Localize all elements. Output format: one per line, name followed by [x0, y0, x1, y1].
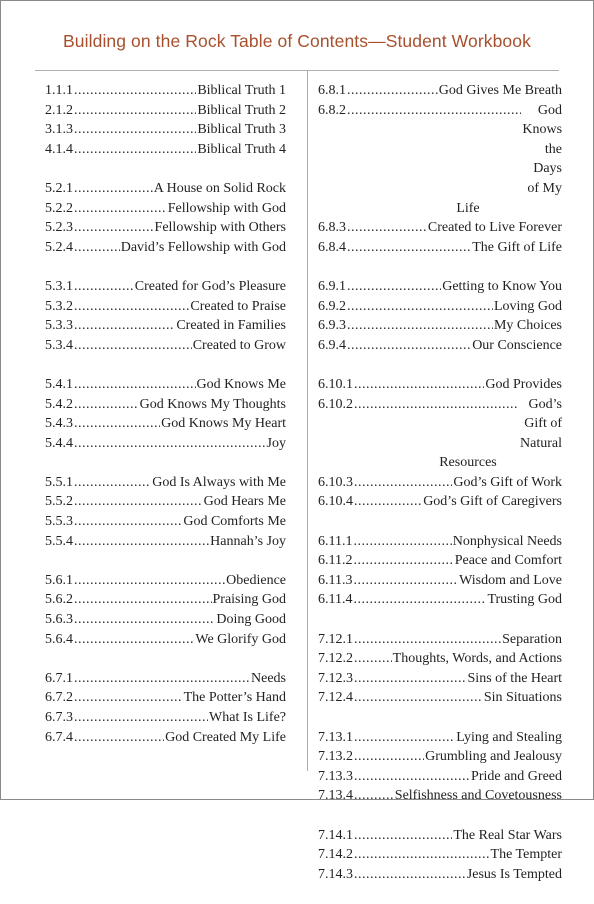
entry-title: Hannah’s Joy [210, 533, 286, 549]
dot-leader [354, 492, 422, 512]
entry-number: 7.13.2 [318, 749, 353, 765]
entry-title: God Knows My Heart [161, 416, 286, 432]
entry-title: Peace and Comfort [454, 553, 562, 569]
entry-title: Lying and Stealing [456, 729, 562, 745]
toc-entry [45, 179, 286, 199]
toc-section [45, 571, 286, 649]
entry-title: David’s Fellowship with God [120, 239, 286, 255]
entry-title: Thoughts, Words, and Actions [392, 651, 562, 667]
dot-leader [74, 571, 225, 591]
dot-leader [354, 826, 452, 846]
dot-leader [354, 767, 470, 787]
entry-title: Joy [266, 435, 286, 451]
toc-entry [45, 238, 286, 258]
toc-entry [45, 395, 286, 415]
toc-entry [45, 571, 286, 591]
toc-entry [318, 277, 562, 297]
dot-leader [353, 551, 453, 571]
toc-entry [318, 747, 562, 767]
toc-entry [318, 395, 562, 454]
dot-leader [74, 101, 196, 121]
entry-number: 7.13.3 [318, 768, 353, 784]
entry-number: 6.8.1 [318, 83, 346, 98]
entry-title: God Created My Life [165, 729, 286, 745]
toc-entry [318, 728, 562, 748]
dot-leader [74, 708, 208, 728]
dot-leader [74, 218, 154, 238]
entry-number: 7.13.4 [318, 788, 353, 804]
toc-entry [318, 316, 562, 336]
toc-entry [318, 649, 562, 669]
entry-title: God Gives Me Breath [438, 83, 562, 98]
entry-title: God Comforts Me [183, 514, 286, 530]
entry-title: God’s Gift of Natural [520, 396, 562, 451]
entry-number: 6.8.2 [318, 102, 346, 118]
entry-title: The Tempter [490, 847, 562, 863]
entry-number: 6.10.2 [318, 396, 353, 412]
dot-leader [353, 590, 486, 610]
dot-leader [74, 688, 183, 708]
entry-number: 5.6.1 [45, 572, 73, 588]
toc-section [318, 277, 562, 355]
toc-entry [45, 140, 286, 160]
toc-entry [318, 865, 562, 885]
entry-number: 6.11.2 [318, 553, 353, 569]
toc-section [318, 826, 562, 885]
toc-section [45, 669, 286, 747]
toc-entry [45, 375, 286, 395]
entry-number: 6.10.4 [318, 494, 353, 510]
toc-entry [45, 610, 286, 630]
entry-number: 6.8.4 [318, 239, 346, 255]
entry-number: 5.2.2 [45, 200, 73, 216]
entry-number: 6.11.1 [318, 533, 353, 549]
entry-title: Loving God [493, 298, 562, 314]
toc-column-left [45, 81, 286, 767]
entry-title: Sins of the Heart [467, 670, 562, 686]
entry-title: Grumbling and Jealousy [425, 749, 562, 765]
dot-leader [347, 297, 493, 317]
toc-section [45, 473, 286, 551]
entry-number: 5.5.2 [45, 494, 73, 510]
toc-section [318, 81, 562, 257]
toc-entry [318, 81, 562, 101]
dot-leader [353, 532, 451, 552]
dot-leader [74, 140, 196, 160]
toc-entry [318, 492, 562, 512]
dot-leader [74, 297, 189, 317]
dot-leader [74, 277, 134, 297]
toc-entry [45, 120, 286, 140]
entry-number: 5.3.1 [45, 278, 73, 294]
entry-title: Obedience [226, 572, 286, 588]
dot-leader [74, 434, 266, 454]
toc-entry [45, 688, 286, 708]
entry-number: 6.11.4 [318, 592, 353, 608]
toc-entry [45, 532, 286, 552]
toc-column-right [318, 81, 562, 904]
entry-title: The Real Star Wars [453, 827, 562, 843]
toc-entry [45, 218, 286, 238]
entry-number: 5.5.4 [45, 533, 73, 549]
dot-leader [347, 336, 471, 356]
entry-title: Fellowship with Others [154, 220, 286, 236]
dot-leader [74, 375, 196, 395]
dot-leader [347, 277, 441, 297]
entry-title: Biblical Truth 2 [197, 102, 286, 118]
dot-leader [347, 238, 471, 258]
toc-entry [45, 297, 286, 317]
entry-title: The Potter’s Hand [183, 690, 286, 706]
dot-leader [74, 199, 167, 219]
entry-title: Biblical Truth 4 [197, 141, 286, 157]
entry-number: 5.3.3 [45, 318, 73, 334]
entry-title: Created for God’s Pleasure [134, 278, 286, 294]
entry-title: Biblical Truth 3 [197, 122, 286, 138]
dot-leader [354, 728, 455, 748]
entry-number: 3.1.3 [45, 122, 73, 138]
entry-number: 7.14.2 [318, 847, 353, 863]
toc-entry [45, 630, 286, 650]
entry-title-continuation: Life [456, 200, 480, 216]
entry-title: God Provides [485, 376, 562, 392]
entry-number: 5.6.4 [45, 631, 73, 647]
toc-section [45, 375, 286, 453]
entry-title: Trusting God [487, 592, 562, 608]
entry-title: God Knows My Thoughts [139, 396, 286, 412]
toc-entry [45, 414, 286, 434]
toc-entry [45, 434, 286, 454]
toc-entry [318, 767, 562, 787]
entry-number: 7.12.1 [318, 631, 353, 647]
entry-number: 1.1.1 [45, 83, 73, 98]
toc-entry [318, 532, 562, 552]
entry-number: 6.7.2 [45, 690, 73, 706]
entry-title: Jesus Is Tempted [466, 866, 562, 882]
toc-section [318, 630, 562, 708]
dot-leader [354, 630, 501, 650]
entry-number: 6.9.1 [318, 278, 346, 294]
entry-title: Pride and Greed [471, 768, 562, 784]
entry-number: 7.12.3 [318, 670, 353, 686]
dot-leader [74, 316, 175, 336]
toc-entry [318, 473, 562, 493]
dot-leader [354, 395, 519, 415]
dot-leader [354, 865, 466, 885]
dot-leader [354, 747, 424, 767]
entry-title: Our Conscience [472, 337, 562, 353]
entry-number: 5.4.4 [45, 435, 73, 451]
entry-number: 5.2.4 [45, 239, 73, 255]
dot-leader [74, 610, 215, 630]
entry-title: Praising God [212, 592, 286, 608]
toc-section [45, 179, 286, 257]
entry-title: Fellowship with God [167, 200, 286, 216]
toc-entry [45, 277, 286, 297]
entry-title: Doing Good [216, 612, 286, 628]
entry-title: God’s Gift of Caregivers [423, 494, 562, 510]
dot-leader [74, 238, 120, 258]
dot-leader [354, 845, 490, 865]
toc-entry [318, 218, 562, 238]
entry-title: Wisdom and Love [459, 572, 562, 588]
entry-number: 6.7.4 [45, 729, 73, 745]
toc-entry [318, 669, 562, 689]
toc-entry [318, 297, 562, 317]
dot-leader [354, 649, 392, 669]
dot-leader [347, 101, 521, 121]
toc-entry [45, 336, 286, 356]
dot-leader [74, 473, 151, 493]
entry-title: God’s Gift of Work [453, 474, 562, 490]
toc-entry [45, 199, 286, 219]
entry-title: Created to Live Forever [427, 220, 562, 236]
entry-title: Sin Situations [483, 690, 562, 706]
dot-leader [354, 473, 452, 493]
entry-title: God Knows Me [196, 376, 286, 392]
dot-leader [347, 218, 427, 238]
dot-leader [74, 120, 196, 140]
entry-number: 6.9.4 [318, 337, 346, 353]
entry-number: 6.11.3 [318, 572, 353, 588]
entry-title: God Hears Me [203, 494, 286, 510]
toc-entry [318, 238, 562, 258]
dot-leader [347, 81, 438, 101]
dot-leader [74, 81, 196, 101]
entry-number: 5.6.3 [45, 612, 73, 628]
entry-number: 6.9.2 [318, 298, 346, 314]
entry-number: 5.5.3 [45, 514, 73, 530]
toc-entry [45, 473, 286, 493]
entry-number: 7.14.3 [318, 866, 353, 882]
dot-leader [74, 414, 160, 434]
toc-entry [45, 512, 286, 532]
entry-title-continuation: Resources [439, 455, 497, 471]
entry-number: 5.6.2 [45, 592, 73, 608]
dot-leader [74, 590, 212, 610]
entry-title: God Knows the Days of My [522, 102, 563, 196]
toc-section [318, 532, 562, 610]
entry-number: 7.14.1 [318, 827, 353, 843]
dot-leader [347, 316, 493, 336]
toc-entry [45, 101, 286, 121]
entry-title: Selfishness and Covetousness [394, 788, 562, 804]
toc-entry [318, 590, 562, 610]
dot-leader [354, 375, 484, 395]
entry-number: 4.1.4 [45, 141, 73, 157]
dot-leader [74, 630, 194, 650]
toc-section [45, 277, 286, 355]
dot-leader [354, 688, 483, 708]
entry-title: Needs [251, 670, 286, 686]
toc-entry [318, 101, 562, 199]
entry-title: The Gift of Life [472, 239, 562, 255]
entry-number: 6.8.3 [318, 220, 346, 236]
entry-title: We Glorify God [195, 631, 286, 647]
toc-section [318, 728, 562, 806]
toc-entry [318, 571, 562, 591]
entry-number: 5.5.1 [45, 474, 73, 490]
toc-entry [318, 826, 562, 846]
column-divider [307, 70, 308, 771]
entry-title: Nonphysical Needs [452, 533, 562, 549]
toc-entry [318, 688, 562, 708]
entry-title: Created to Praise [190, 298, 286, 314]
entry-title: A House on Solid Rock [153, 180, 286, 196]
entry-title: My Choices [493, 318, 562, 334]
dot-leader [354, 669, 467, 689]
entry-number: 7.13.1 [318, 729, 353, 745]
dot-leader [74, 512, 182, 532]
entry-number: 2.1.2 [45, 102, 73, 118]
toc-entry [318, 375, 562, 395]
entry-title: God Is Always with Me [152, 474, 286, 490]
entry-title: Created in Families [176, 318, 286, 334]
toc-entry [318, 845, 562, 865]
dot-leader [74, 492, 203, 512]
toc-entry [45, 316, 286, 336]
entry-number: 6.9.3 [318, 318, 346, 334]
entry-number: 6.10.3 [318, 474, 353, 490]
entry-number: 5.3.4 [45, 337, 73, 353]
entry-number: 5.4.1 [45, 376, 73, 392]
entry-number: 6.7.1 [45, 670, 73, 686]
entry-title: Created to Grow [192, 337, 286, 353]
toc-section [318, 375, 562, 512]
dot-leader [353, 571, 458, 591]
entry-number: 5.4.2 [45, 396, 73, 412]
entry-number: 5.2.1 [45, 180, 73, 196]
toc-entry [318, 336, 562, 356]
entry-number: 7.12.4 [318, 690, 353, 706]
toc-entry [45, 708, 286, 728]
entry-number: 7.12.2 [318, 651, 353, 667]
entry-title: What Is Life? [209, 710, 286, 725]
entry-number: 5.2.3 [45, 220, 73, 236]
dot-leader [74, 669, 250, 689]
toc-entry [318, 551, 562, 571]
entry-title: Separation [502, 631, 562, 647]
dot-leader [74, 728, 164, 748]
page-title: Building on the Rock Table of Contents—Student Workbook [63, 31, 531, 51]
entry-number: 6.7.3 [45, 710, 73, 725]
toc-entry [45, 590, 286, 610]
toc-entry [45, 81, 286, 101]
dot-leader [74, 395, 139, 415]
dot-leader [354, 786, 394, 806]
title-rule [35, 70, 559, 71]
toc-entry [318, 786, 562, 806]
entry-title: Getting to Know You [442, 278, 562, 294]
toc-section [45, 81, 286, 159]
dot-leader [74, 336, 192, 356]
toc-entry [318, 630, 562, 650]
toc-entry [45, 728, 286, 748]
dot-leader [74, 532, 209, 552]
toc-entry [45, 669, 286, 689]
entry-number: 6.10.1 [318, 376, 353, 392]
entry-title: Biblical Truth 1 [197, 83, 286, 98]
dot-leader [74, 179, 153, 199]
entry-number: 5.4.3 [45, 416, 73, 432]
toc-entry [45, 492, 286, 512]
entry-number: 5.3.2 [45, 298, 73, 314]
